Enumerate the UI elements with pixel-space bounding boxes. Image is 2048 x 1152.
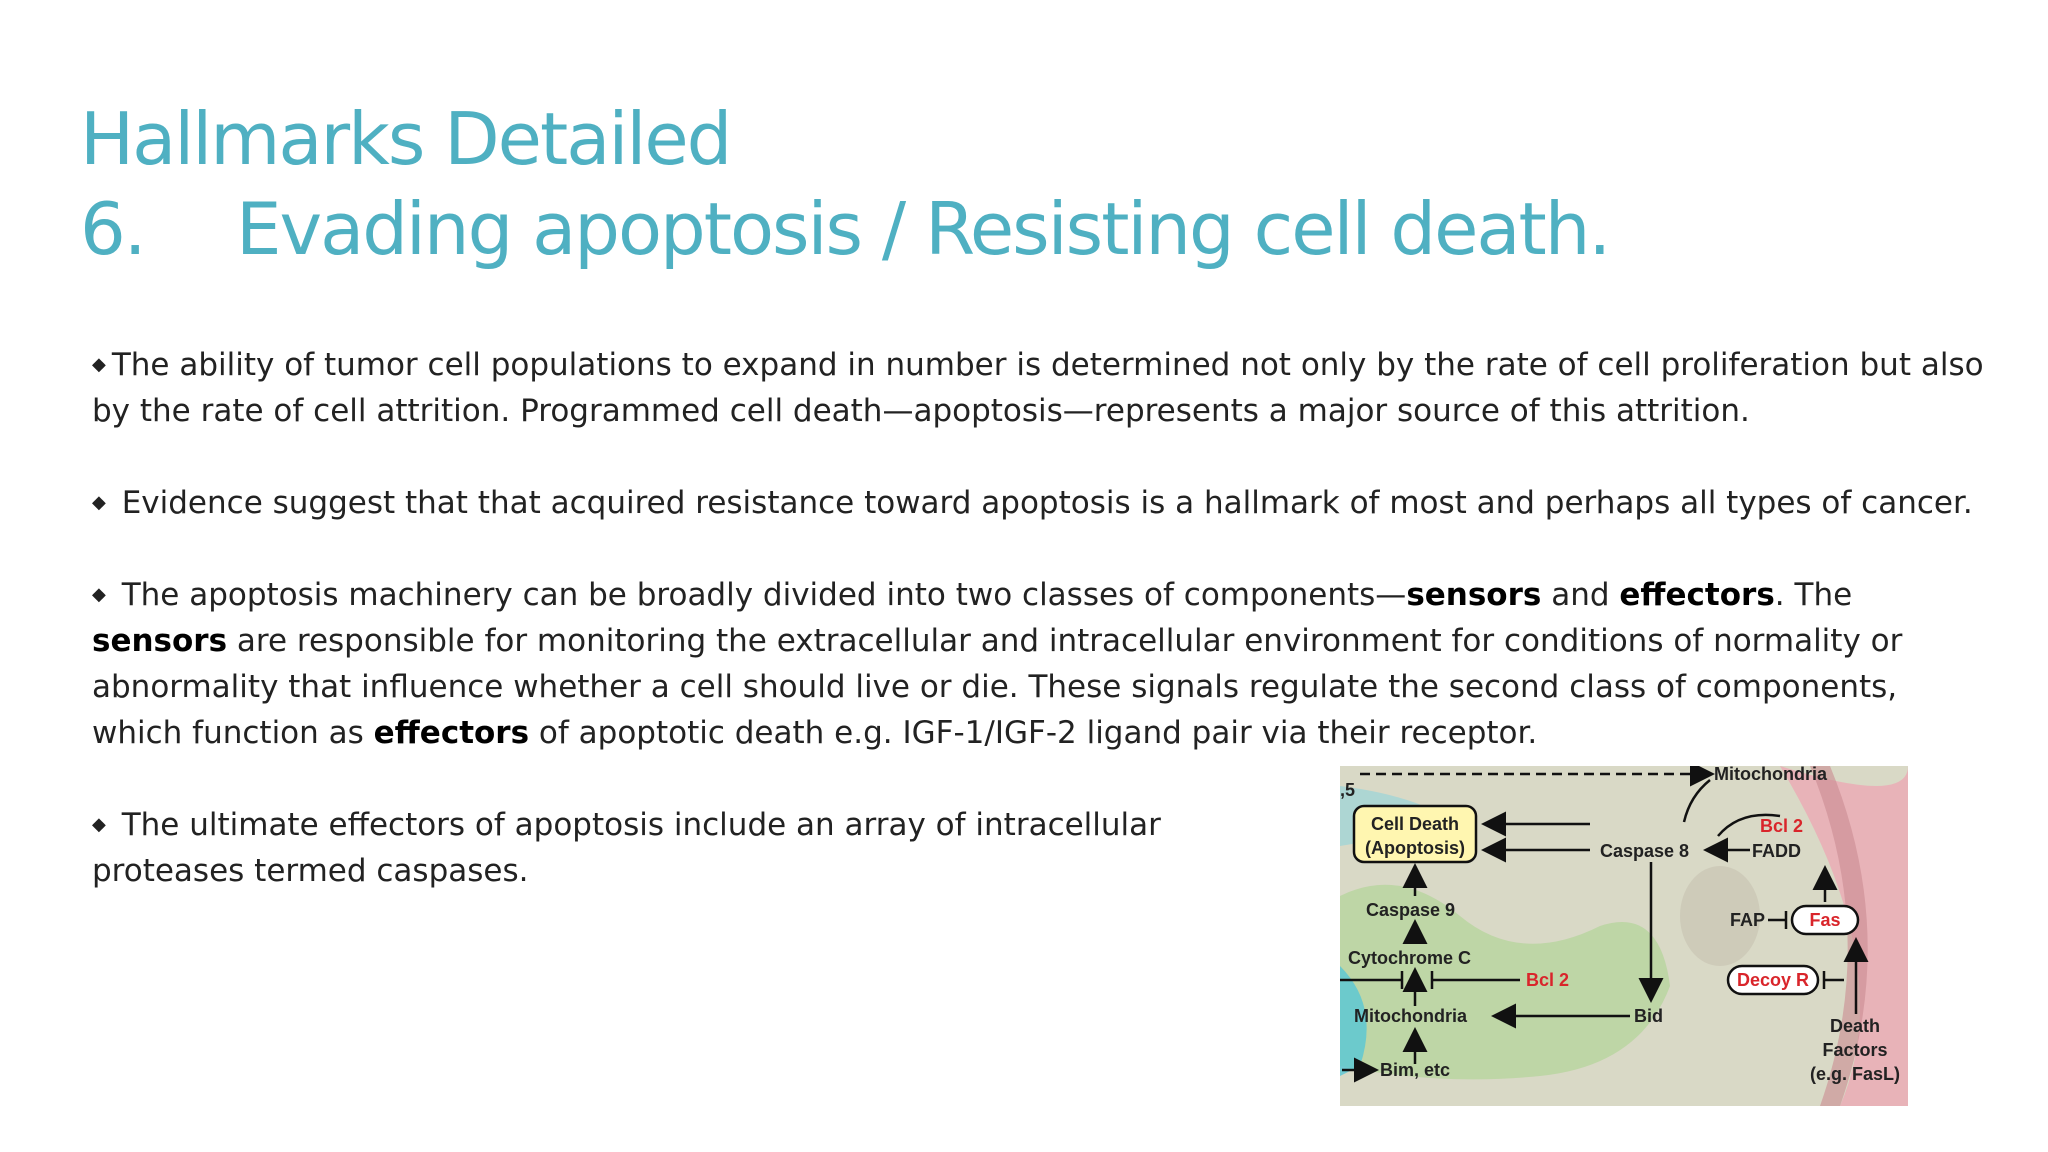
apoptosis-pathway-svg bbox=[1340, 766, 1908, 1106]
term-effectors: effectors bbox=[1619, 577, 1775, 613]
bullet-paragraph-4 bbox=[92, 802, 1322, 894]
term-effectors: effectors bbox=[373, 715, 530, 751]
paragraph-3-text-g: are responsible for monitoring the extracellular and intracellular environment for conditions of normality or abnormality that influence whether a cell should live or die. These signals regulate the second class of components, which function as bbox=[92, 623, 1903, 751]
paragraph-3-text-c: and bbox=[1541, 577, 1620, 613]
label-fadd: FADD bbox=[1752, 841, 1801, 861]
paragraph-3-text-i: of apoptotic death e.g. IGF-1/IGF-2 ligand pair via their receptor. bbox=[529, 715, 1538, 751]
label-decoy-r: Decoy R bbox=[1736, 970, 1810, 990]
label-bcl2-mid: Bcl 2 bbox=[1526, 970, 1570, 990]
label-caspase8: Caspase 8 bbox=[1600, 841, 1690, 861]
paragraph-3-text-a: The apoptosis machinery can be broadly divided into two classes of components— bbox=[121, 577, 1407, 613]
term-sensors: sensors bbox=[1406, 577, 1542, 613]
label-apoptosis: (Apoptosis) bbox=[1365, 838, 1465, 858]
title-number: 6. bbox=[80, 187, 145, 271]
label-fap: FAP bbox=[1730, 910, 1766, 930]
bullet-paragraph-1 bbox=[92, 342, 1992, 434]
label-bim: Bim, etc bbox=[1380, 1060, 1451, 1080]
diamond-bullet-icon: ◆ bbox=[92, 354, 106, 375]
term-sensors: sensors bbox=[92, 623, 228, 659]
label-mitochondria-top: Mitochondria bbox=[1714, 766, 1827, 784]
label-death: Death bbox=[1829, 1016, 1881, 1036]
slide-title bbox=[80, 94, 1609, 274]
paragraph-1-text: The ability of tumor cell populations to expand in number is determined not only by the rate of cell proliferation but also by the rate of cell attrition. Programmed cell death—apoptosis—represents a major source of this attrition. bbox=[92, 347, 1984, 429]
diamond-bullet-icon: ◆ bbox=[92, 584, 106, 605]
diamond-bullet-icon: ◆ bbox=[92, 492, 106, 513]
label-factors: Factors bbox=[1822, 1040, 1888, 1060]
label-cytochrome-c: Cytochrome C bbox=[1348, 948, 1472, 968]
label-fas: Fas bbox=[1809, 910, 1841, 930]
bullet-paragraph-2 bbox=[92, 480, 1992, 526]
diamond-bullet-icon: ◆ bbox=[92, 814, 106, 835]
paragraph-2-text: Evidence suggest that that acquired resistance toward apoptosis is a hallmark of most and perhaps all types of cancer. bbox=[121, 485, 1973, 521]
apoptosis-pathway-diagram bbox=[1340, 766, 1908, 1106]
label-mitochondria-bottom: Mitochondria bbox=[1354, 1006, 1467, 1026]
label-caspase9: Caspase 9 bbox=[1366, 900, 1456, 920]
label-bid: Bid bbox=[1634, 1006, 1663, 1026]
bullet-paragraph-3 bbox=[92, 572, 1992, 756]
label-bcl2-top: Bcl 2 bbox=[1760, 816, 1804, 836]
label-cell-death: Cell Death bbox=[1370, 814, 1460, 834]
paragraph-4-text: The ultimate effectors of apoptosis include an array of intracellular proteases termed caspases. bbox=[92, 807, 1161, 889]
title-line-2: Evading apoptosis / Resisting cell death. bbox=[236, 187, 1610, 271]
corner-mark: ,5 bbox=[1340, 780, 1356, 800]
paragraph-3-text-e: . The bbox=[1774, 577, 1853, 613]
label-fasl: (e.g. FasL) bbox=[1809, 1064, 1901, 1084]
title-line-1: Hallmarks Detailed bbox=[80, 97, 731, 181]
